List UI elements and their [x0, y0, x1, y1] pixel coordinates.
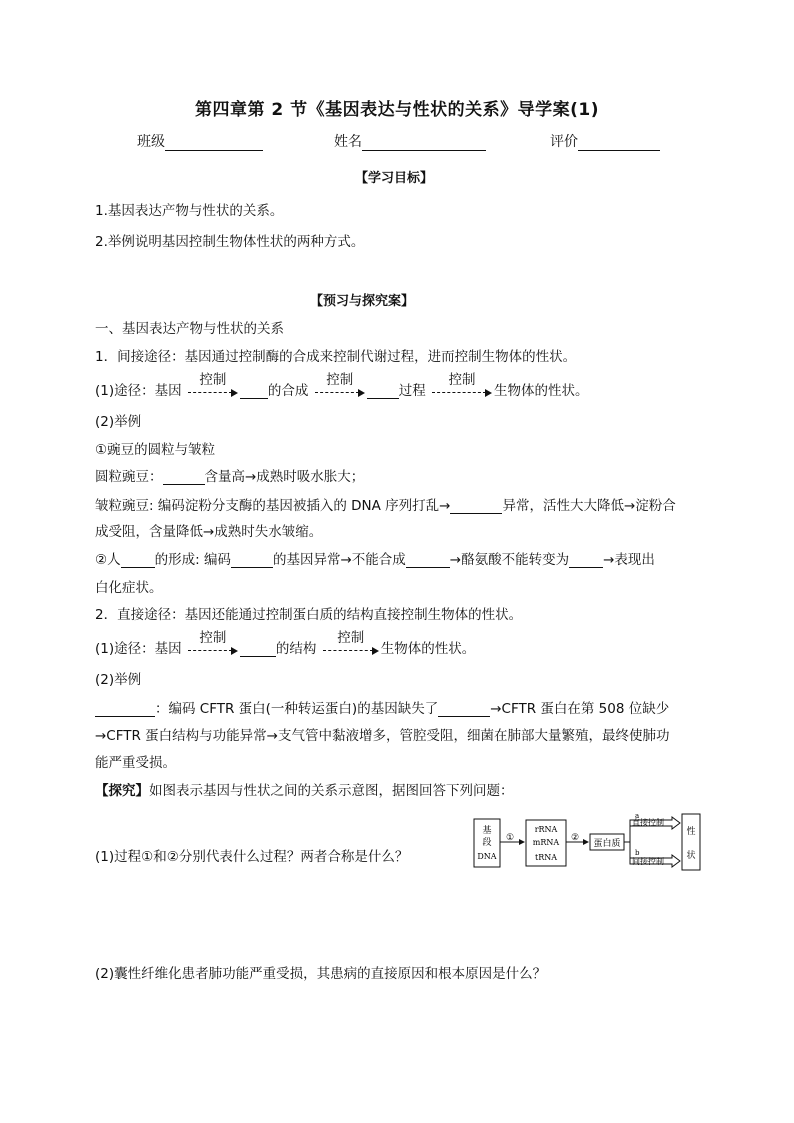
cftr-b: →CFTR 蛋白在第 508 位缺少	[490, 701, 670, 717]
direct-route-line	[95, 630, 476, 657]
page-title: 第四章第 2 节《基因表达与性状的关系》导学案(1)	[194, 100, 600, 120]
gene-text-2: 段	[482, 838, 492, 848]
class-blank[interactable]	[165, 136, 263, 151]
blank-bases[interactable]	[438, 703, 490, 717]
arrow-label: 控制	[199, 630, 227, 646]
goal-item-2: 2.举例说明基因控制生物体性状的两种方式。	[95, 234, 365, 250]
pea-heading: ①豌豆的圆粒与皱粒	[95, 442, 216, 458]
control-arrow	[323, 630, 379, 657]
indirect-control-arrow	[630, 849, 680, 867]
albinism-c: 的基因异常→不能合成	[272, 552, 406, 568]
name-label: 姓名	[334, 134, 362, 150]
trait-text-1: 性	[686, 827, 696, 837]
wrinkled-pea-cont: 成受阻，含量降低→成熟时失水皱缩。	[95, 524, 323, 540]
preview-heading: 【预习与探究案】	[310, 294, 415, 309]
example-heading-2: (2)举例	[95, 672, 142, 688]
protein-text: 蛋白质	[593, 839, 621, 849]
part1-title: 一、基因表达产物与性状的关系	[95, 321, 284, 337]
blank-enzyme[interactable]	[240, 385, 268, 399]
gene-text-3: DNA	[477, 852, 497, 861]
wrinkled-pea-prefix: 皱粒豌豆: 编码淀粉分支酶的基因被插入的 DNA 序列打乱→	[95, 498, 451, 514]
blank-protein[interactable]	[240, 643, 276, 657]
name-field[interactable]	[334, 131, 486, 151]
step1-arrow	[500, 833, 524, 843]
rrna-text: rRNA	[534, 825, 558, 834]
eval-label: 评价	[550, 134, 578, 150]
direct-control-arrow	[630, 812, 680, 829]
step2-arrow	[566, 833, 588, 843]
route-mid: 的结构	[275, 641, 317, 657]
control-arrow	[188, 630, 238, 657]
goal-item-1: 1.基因表达产物与性状的关系。	[95, 203, 284, 219]
label-a: a	[635, 812, 640, 820]
cftr-line	[95, 697, 669, 717]
indirect-route-line	[95, 372, 589, 399]
albinism-d: →酪氨酸不能转变为	[449, 552, 570, 568]
albinism-e: →表现出	[603, 552, 655, 568]
albinism-cont: 白化症状。	[95, 580, 163, 596]
class-label: 班级	[137, 134, 165, 150]
rna-box	[526, 820, 566, 866]
route-end: 生物体的性状。	[494, 383, 589, 399]
blank-tyrosinase[interactable]	[231, 554, 273, 568]
indirect-text: 间接控制	[632, 857, 664, 866]
mrna-text: mRNA	[532, 838, 560, 847]
explore-text: 如图表示基因与性状之间的关系示意图，据图回答下列问题：	[149, 783, 514, 799]
trna-text: tRNA	[534, 853, 558, 862]
round-pea-prefix: 圆粒豌豆：	[95, 469, 163, 485]
protein-box	[590, 834, 624, 850]
eval-blank[interactable]	[578, 136, 660, 151]
wrinkled-pea-suffix: 异常，活性大大降低→淀粉合	[502, 498, 676, 514]
round-pea-line	[95, 465, 364, 485]
trait-text-2: 状	[686, 851, 696, 861]
class-field[interactable]	[137, 131, 263, 151]
route-mid-1: 的合成	[267, 383, 309, 399]
name-blank[interactable]	[362, 136, 486, 151]
cftr-cont-1: →CFTR 蛋白结构与功能异常→支气管中黏液增多，管腔受阻，细菌在肺部大量繁殖，最终使肺功	[95, 728, 670, 744]
indirect-pathway-text: 1．间接途径：基因通过控制酶的合成来控制代谢过程，进而控制生物体的性状。	[95, 349, 577, 365]
round-pea-suffix: 含量高→成熟时吸水胀大；	[204, 469, 365, 485]
cftr-a: ：编码 CFTR 蛋白(一种转运蛋白)的基因缺失了	[155, 701, 439, 717]
step2-label: ②	[570, 833, 580, 843]
blank-albinism[interactable]	[121, 554, 155, 568]
arrow-label: 控制	[448, 372, 476, 388]
blank-tyrosinase-2[interactable]	[406, 554, 450, 568]
step1-label: ①	[505, 833, 515, 843]
goals-heading: 【学习目标】	[355, 171, 434, 186]
wrinkled-pea-line	[95, 494, 676, 514]
albinism-line	[95, 548, 655, 568]
trait-box	[682, 814, 700, 870]
example-heading-1: (2)举例	[95, 414, 142, 430]
eval-field[interactable]	[550, 131, 660, 151]
arrow-label: 控制	[199, 372, 227, 388]
explore-label: 【探究】	[95, 783, 149, 799]
arrow-label: 控制	[326, 372, 354, 388]
cftr-cont-2: 能严重受损。	[95, 755, 176, 771]
blank-enzyme-2[interactable]	[450, 500, 502, 514]
albinism-b: 的形成: 编码	[154, 552, 231, 568]
label-b: b	[635, 849, 640, 857]
direct-pathway-text: 2．直接途径：基因还能通过控制蛋白质的结构直接控制生物体的性状。	[95, 607, 523, 623]
blank-starch[interactable]	[163, 471, 205, 485]
blank-disease[interactable]	[95, 703, 155, 717]
blank-melanin[interactable]	[569, 554, 603, 568]
blank-metabolism[interactable]	[367, 385, 399, 399]
explore-intro	[95, 779, 514, 799]
arrow-label: 控制	[337, 630, 365, 646]
route-prefix: (1)途径：基因	[95, 383, 182, 399]
albinism-a: ②人	[95, 552, 121, 568]
route-prefix: (1)途径：基因	[95, 641, 182, 657]
control-arrow	[188, 372, 238, 399]
gene-box	[474, 819, 500, 867]
route-mid-2: 过程	[398, 383, 426, 399]
control-arrow	[432, 372, 492, 399]
route-end: 生物体的性状。	[380, 641, 476, 657]
question-1: (1)过程①和②分别代表什么过程？两者合称是什么？	[95, 849, 409, 865]
direct-text: 直接控制	[632, 818, 664, 827]
gene-text-1: 基	[482, 826, 492, 836]
gene-trait-diagram	[472, 810, 704, 872]
question-2: (2)囊性纤维化患者肺功能严重受损，其患病的直接原因和根本原因是什么？	[95, 966, 547, 982]
control-arrow	[315, 372, 365, 399]
